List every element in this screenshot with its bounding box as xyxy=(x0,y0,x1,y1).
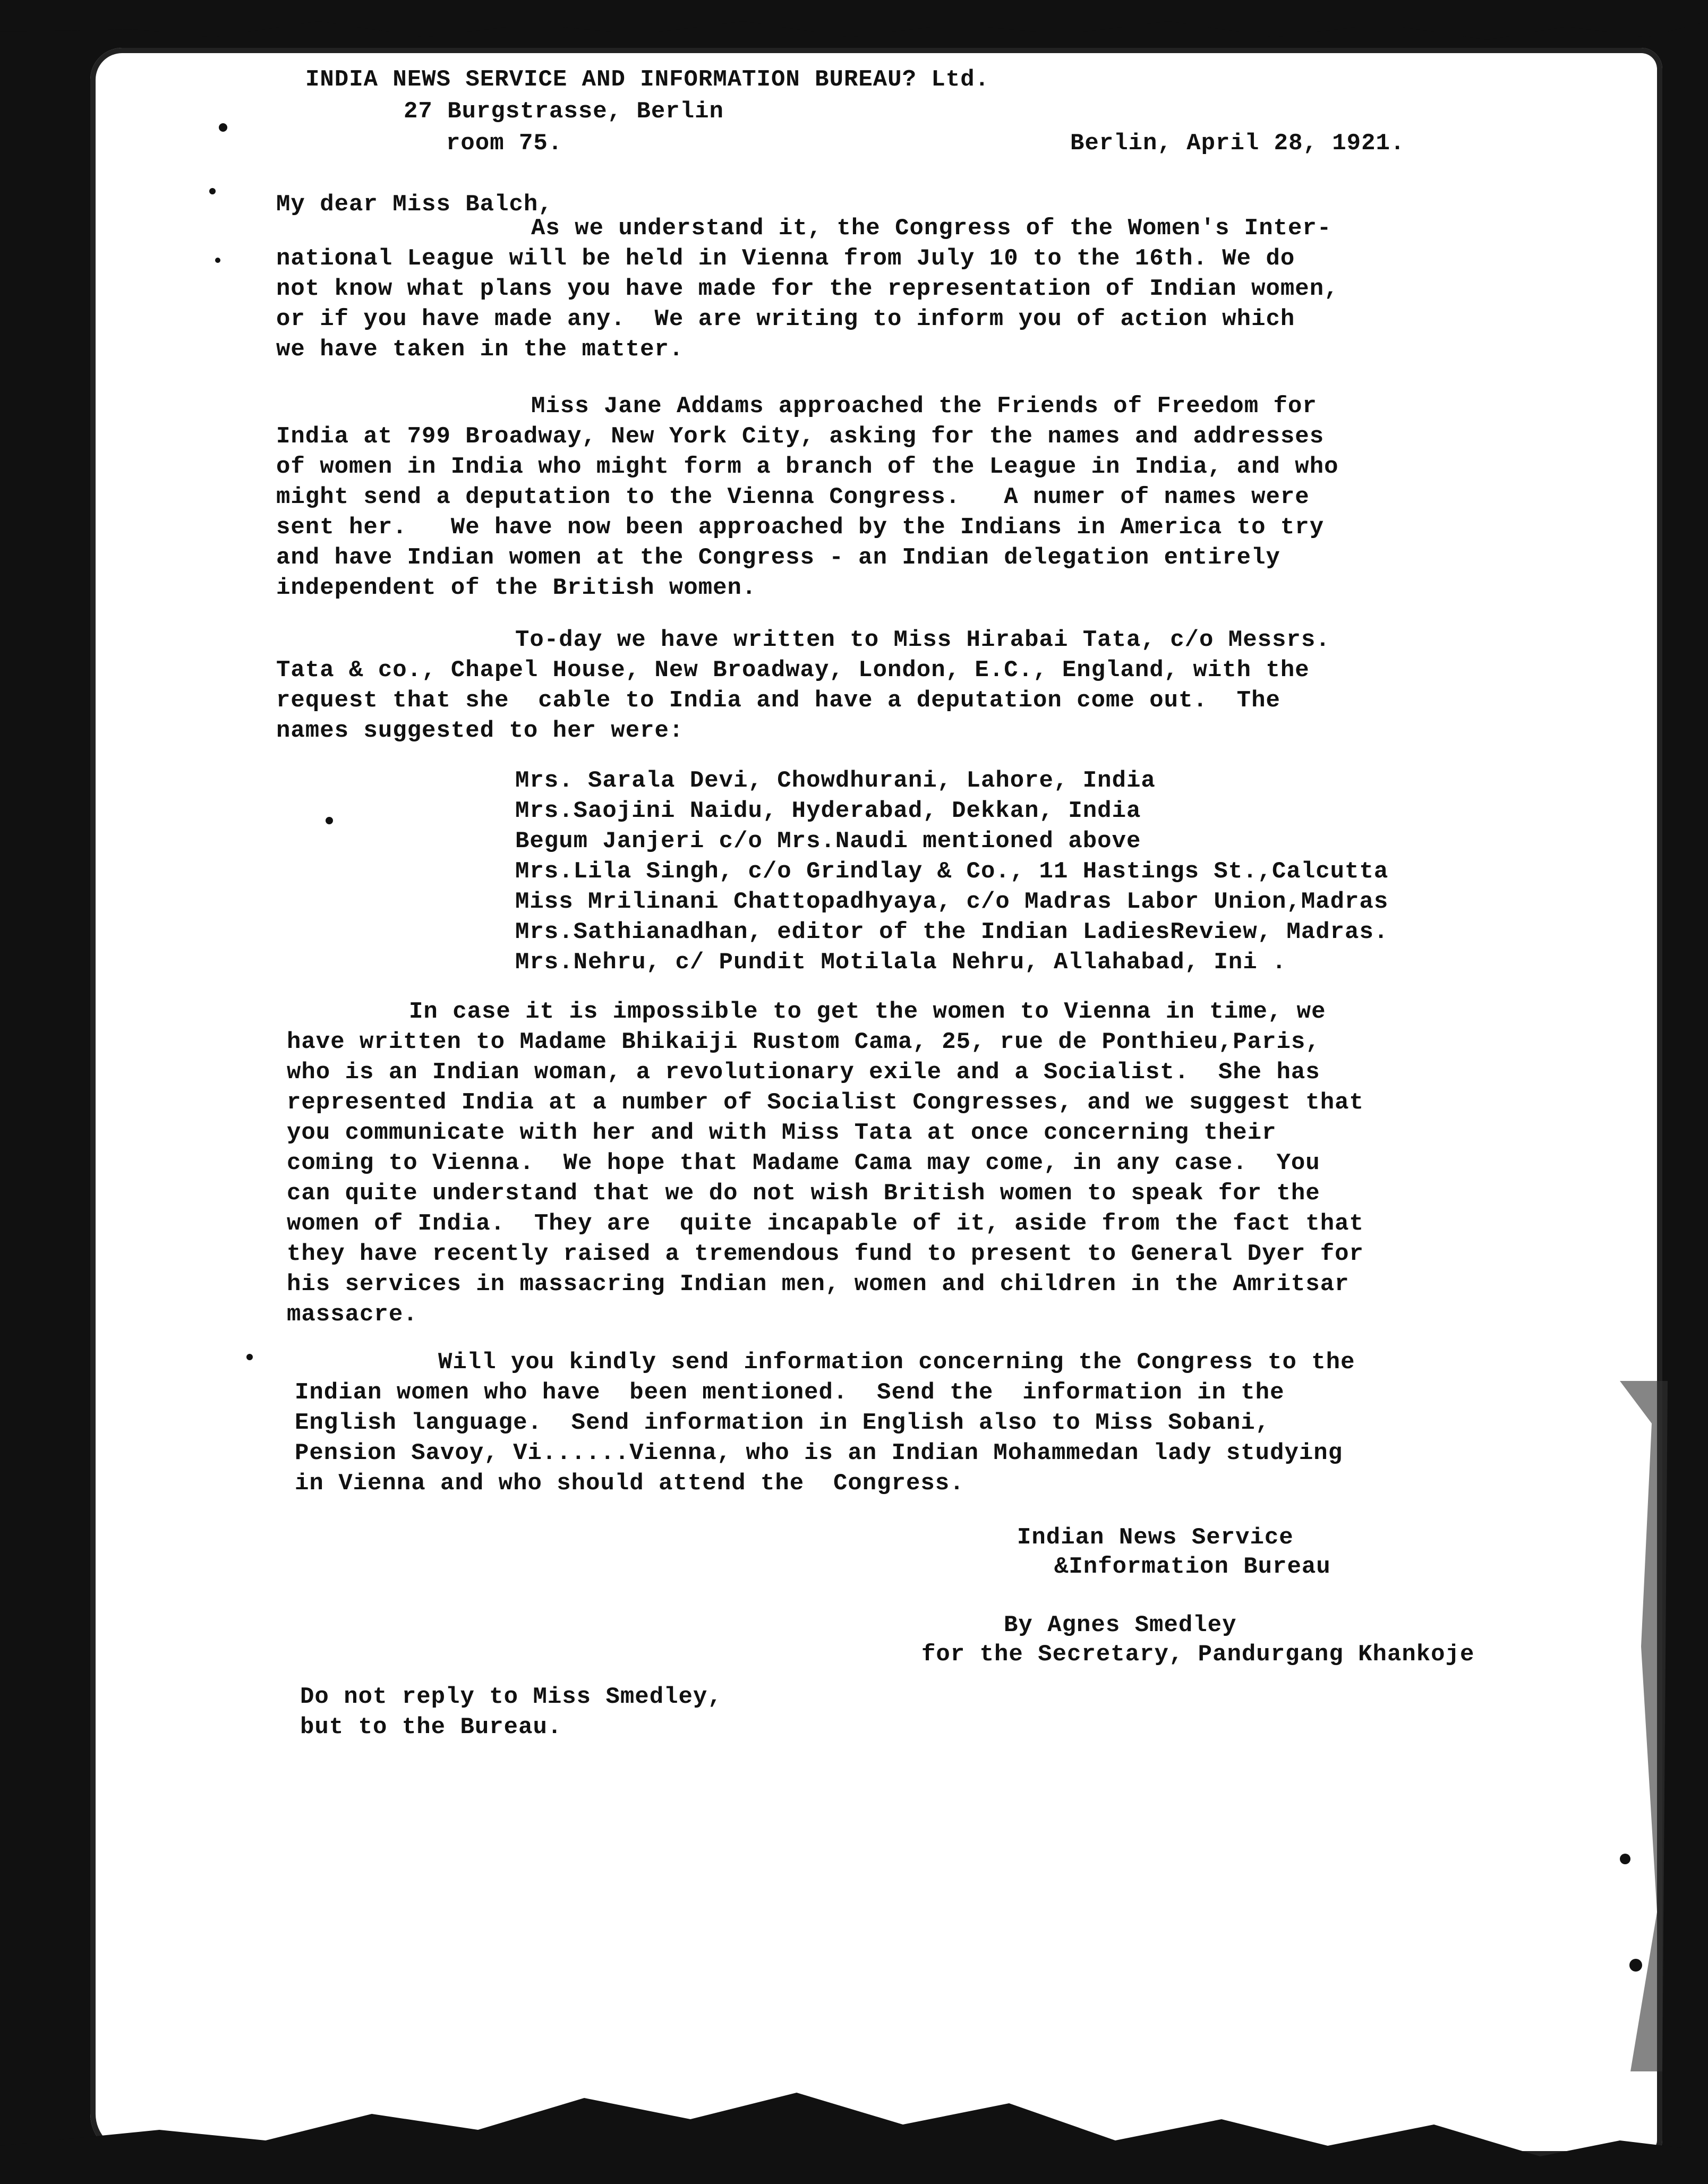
paragraph-line: To-day we have written to Miss Hirabai Tata, c/o Messrs. xyxy=(515,627,1330,653)
signature-org-line1: Indian News Service xyxy=(1017,1524,1294,1551)
paragraph-line: Will you kindly send information concerning the Congress to the xyxy=(438,1349,1355,1376)
paragraph-line: and have Indian women at the Congress - an Indian delegation entirely xyxy=(276,544,1280,571)
paragraph-line: independent of the British women. xyxy=(276,575,757,601)
paragraph-line: national League will be held in Vienna from July 10 to the 16th. We do xyxy=(276,245,1295,272)
paragraph-line: who is an Indian woman, a revolutionary exile and a Socialist. She has xyxy=(287,1059,1320,1086)
paragraph-1 xyxy=(276,215,1339,366)
paragraph-5 xyxy=(295,1349,1355,1500)
paragraph-line: or if you have made any. We are writing to inform you of action which xyxy=(276,306,1295,332)
paragraph-line: not know what plans you have made for the representation of Indian women, xyxy=(276,276,1339,302)
paragraph-line: have written to Madame Bhikaiji Rustom Cama, 25, rue de Ponthieu,Paris, xyxy=(287,1029,1320,1055)
paragraph-line: might send a deputation to the Vienna Congress. A numer of names were xyxy=(276,484,1310,510)
paragraph-line: of women in India who might form a branch of the League in India, and who xyxy=(276,454,1339,480)
list-item: Mrs.Nehru, c/ Pundit Motilala Nehru, Allahabad, Ini . xyxy=(515,949,1287,976)
paragraph-line: In case it is impossible to get the women to Vienna in time, we xyxy=(409,999,1326,1025)
paragraph-line: Pension Savoy, Vi......Vienna, who is an Indian Mohammedan lady studying xyxy=(295,1440,1343,1466)
paragraph-line: request that she cable to India and have a deputation come out. The xyxy=(276,687,1280,714)
paragraph-line: can quite understand that we do not wish British women to speak for the xyxy=(287,1180,1320,1207)
bureau-address: 27 Burgstrasse, Berlin xyxy=(404,98,724,125)
suggested-names-list xyxy=(515,767,1388,979)
paragraph-line: you communicate with her and with Miss Tata at once concerning their xyxy=(287,1120,1277,1146)
list-item: Mrs. Sarala Devi, Chowdhurani, Lahore, India xyxy=(515,767,1156,794)
bureau-room: room 75. xyxy=(446,130,563,157)
bureau-name: INDIA NEWS SERVICE AND INFORMATION BUREAU? Ltd. xyxy=(305,66,990,93)
salutation: My dear Miss Balch, xyxy=(276,191,553,218)
postscript-line: but to the Bureau. xyxy=(300,1714,562,1741)
paragraph-line: his services in massacring Indian men, women and children in the Amritsar xyxy=(287,1271,1350,1298)
list-item: Miss Mrilinani Chattopadhyaya, c/o Madras Labor Union,Madras xyxy=(515,889,1389,915)
paragraph-line: coming to Vienna. We hope that Madame Cama may come, in any case. You xyxy=(287,1150,1320,1176)
paragraph-2 xyxy=(276,393,1339,605)
paragraph-line: As we understand it, the Congress of the Women's Inter- xyxy=(531,215,1332,242)
paragraph-line: English language. Send information in English also to Miss Sobani, xyxy=(295,1410,1270,1436)
paragraph-line: massacre. xyxy=(287,1301,418,1328)
paragraph-line: represented India at a number of Socialist Congresses, and we suggest that xyxy=(287,1089,1364,1116)
letter-date: Berlin, April 28, 1921. xyxy=(1070,130,1405,157)
paragraph-line: Miss Jane Addams approached the Friends of Freedom for xyxy=(531,393,1317,420)
signature-author: By Agnes Smedley xyxy=(1004,1612,1237,1639)
paragraph-line: India at 799 Broadway, New York City, asking for the names and addresses xyxy=(276,423,1325,450)
list-item: Mrs.Saojini Naidu, Hyderabad, Dekkan, India xyxy=(515,798,1141,824)
postscript-line: Do not reply to Miss Smedley, xyxy=(300,1684,722,1710)
paragraph-line: names suggested to her were: xyxy=(276,718,684,744)
paragraph-line: they have recently raised a tremendous fund to present to General Dyer for xyxy=(287,1241,1364,1267)
paragraph-line: women of India. They are quite incapable of it, aside from the fact that xyxy=(287,1210,1364,1237)
paragraph-line: in Vienna and who should attend the Congress. xyxy=(295,1470,964,1497)
list-item: Mrs.Lila Singh, c/o Grindlay & Co., 11 Hastings St.,Calcutta xyxy=(515,858,1389,885)
signature-org-line2: &Information Bureau xyxy=(1054,1554,1331,1580)
paragraph-line: Indian women who have been mentioned. Send the information in the xyxy=(295,1379,1285,1406)
paragraph-line: Tata & co., Chapel House, New Broadway, London, E.C., England, with the xyxy=(276,657,1310,684)
list-item: Begum Janjeri c/o Mrs.Naudi mentioned above xyxy=(515,828,1141,855)
list-item: Mrs.Sathianadhan, editor of the Indian LadiesReview, Madras. xyxy=(515,919,1389,945)
paragraph-3 xyxy=(276,627,1330,748)
paragraph-line: sent her. We have now been approached by the Indians in America to try xyxy=(276,514,1325,541)
signature-secretary: for the Secretary, Pandurgang Khankoje xyxy=(921,1641,1475,1668)
postscript xyxy=(300,1684,722,1744)
paragraph-4 xyxy=(287,999,1364,1332)
paragraph-line: we have taken in the matter. xyxy=(276,336,684,363)
